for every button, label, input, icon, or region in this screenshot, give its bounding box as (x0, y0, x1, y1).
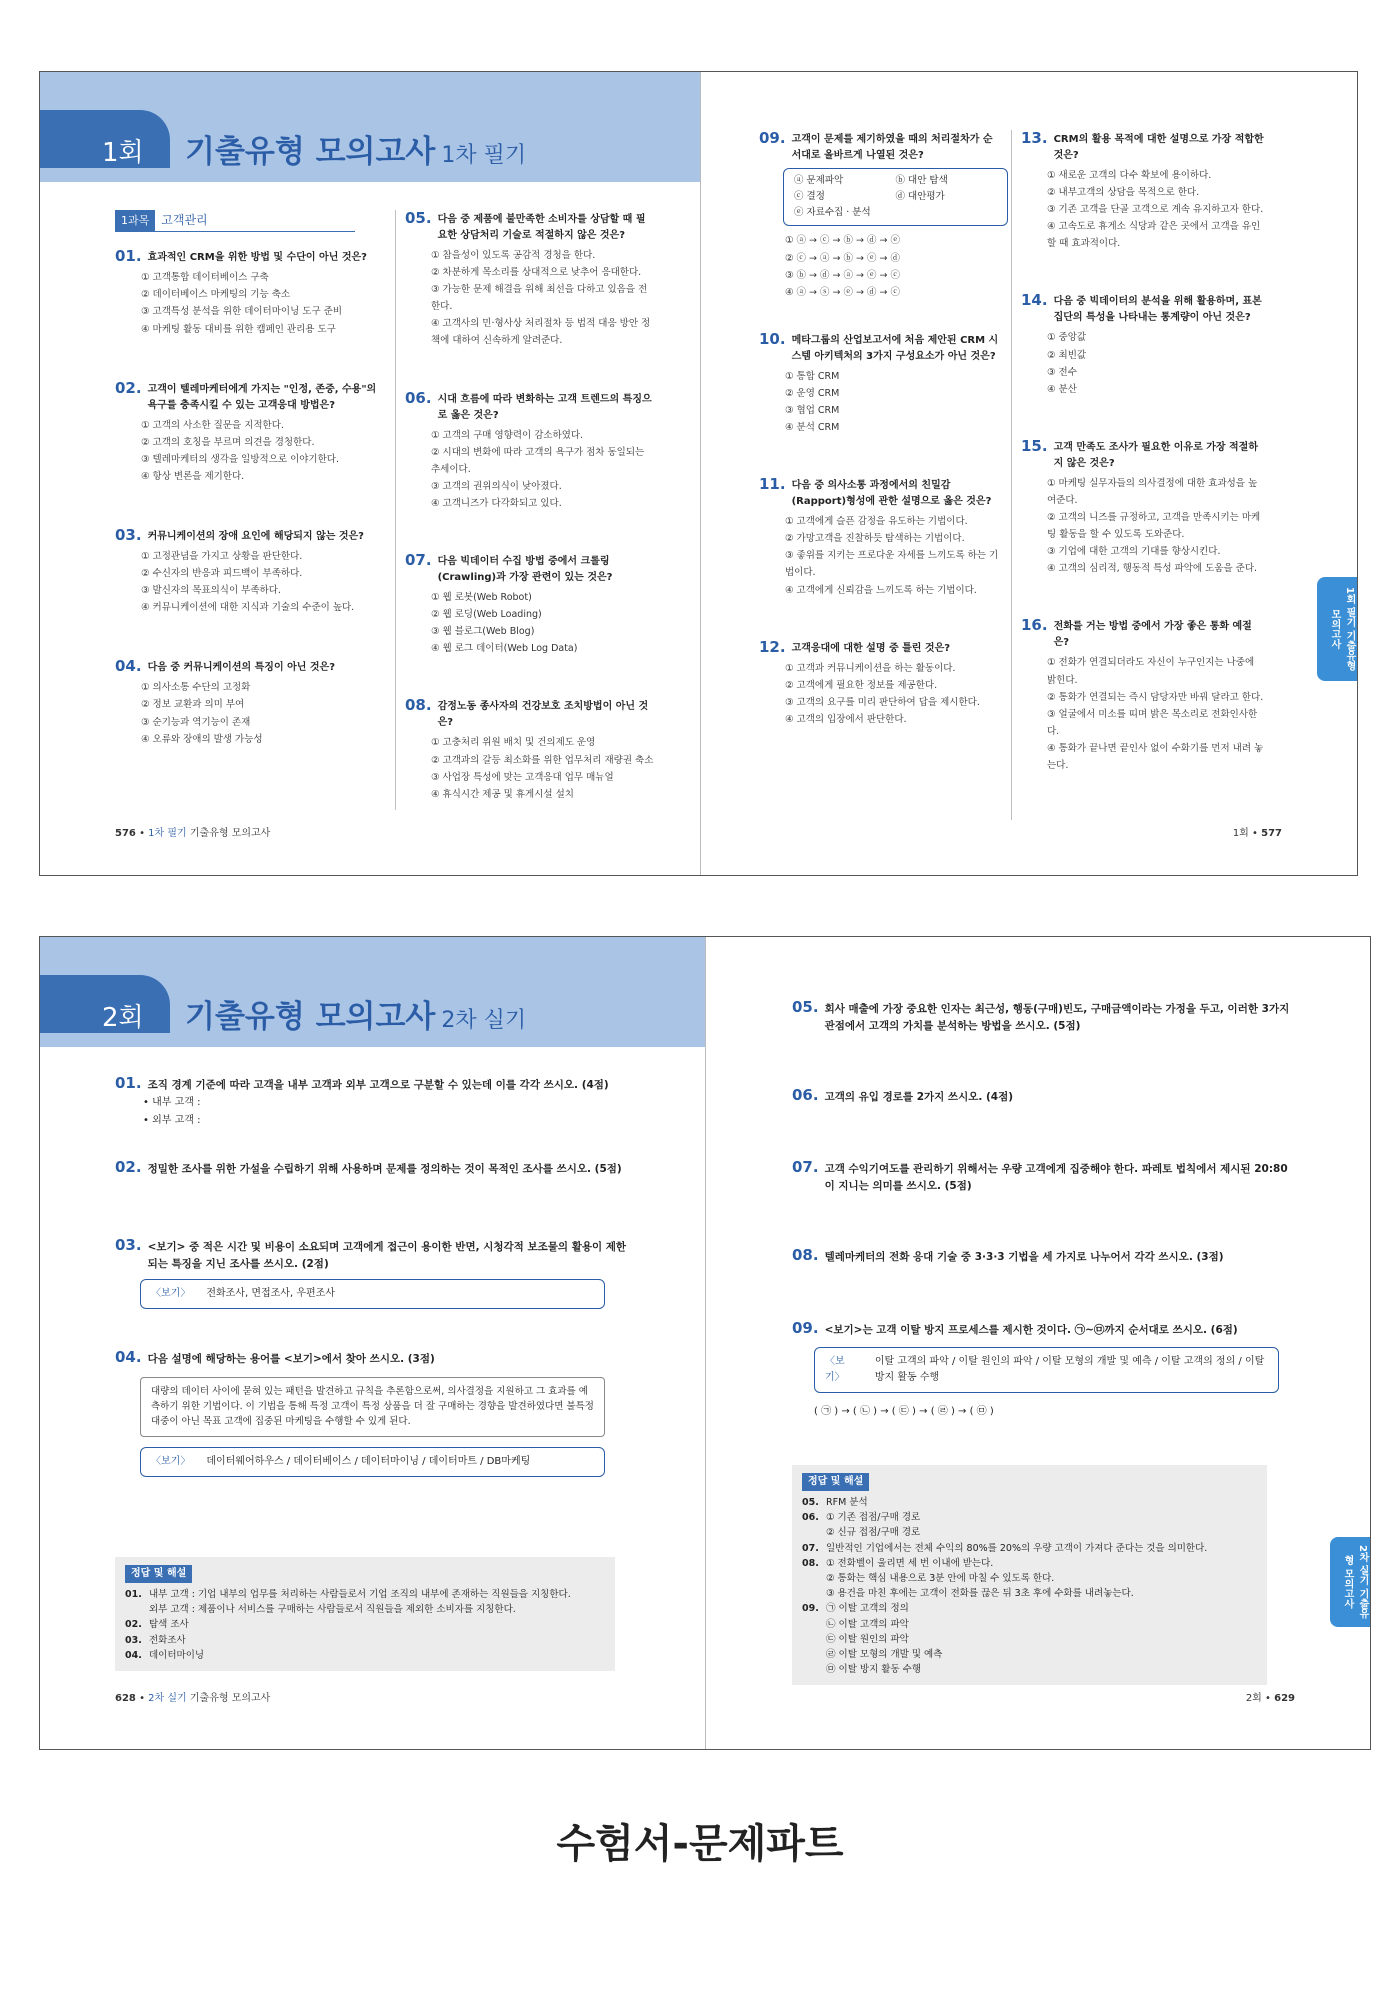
option-item: ③ ⓑ → ⓓ → ⓐ → ⓔ → ⓒ (785, 269, 901, 281)
answer-number: 08. (802, 1557, 819, 1569)
option-item: ③ 협업 CRM (785, 404, 840, 416)
example-content: 데이터웨어하우스 / 데이터베이스 / 데이터마이닝 / 데이터마트 / DB마케팅 (206, 1456, 531, 1467)
question-text: 회사 매출에 가장 중요한 인자는 최근성, 행동(구매)빈도, 구매금액이라는 가정을 두고, 이러한 3가지 관점에서 고객의 가치를 분석하는 방법을 쓰시오. (5점) (824, 1003, 1290, 1032)
answer-number: 04. (125, 1649, 142, 1661)
question-header (115, 380, 385, 414)
answer-text: 전화조사 (149, 1634, 186, 1646)
answer-row (802, 1647, 1257, 1662)
question-01 (115, 248, 385, 337)
example-label: 〈보기〉 (151, 1456, 191, 1467)
option-item: ③ 고객특성 분석을 위한 데이터마이닝 도구 준비 (141, 306, 342, 318)
option-item: ② 가망고객을 진찰하듯 탐색하는 기법이다. (785, 533, 965, 545)
answer-number (802, 1586, 826, 1601)
question-number: 13. (1021, 129, 1048, 147)
question-header (759, 476, 999, 510)
question-header (115, 248, 385, 266)
answer-number: 07. (802, 1542, 819, 1554)
question-01 (115, 1075, 635, 1130)
question-04 (115, 1349, 635, 1368)
answer-text: ③ 용건을 마친 후에는 고객이 전화를 끊은 뒤 3초 후에 수화를 내려놓는다. (826, 1588, 1134, 1600)
option-item: ① 새로운 고객의 다수 확보에 용이하다. (1047, 170, 1212, 181)
question-02 (115, 380, 385, 485)
question-number: 16. (1021, 616, 1048, 635)
question-08 (792, 1247, 1292, 1266)
option-item: ② 차분하게 목소리를 상대적으로 낮추어 응대한다. (431, 267, 642, 279)
footer-dot: • (139, 828, 145, 839)
question-10 (759, 331, 999, 436)
question-header (1021, 292, 1266, 326)
question-text: 정밀한 조사를 위한 가설을 수립하기 위해 사용하며 문제를 정의하는 것이 목적인 조사를 쓰시오. (5점) (147, 1163, 622, 1175)
title-sub: 1차 필기 (441, 143, 527, 168)
question-number: 06. (405, 388, 432, 407)
question-number: 08. (792, 1246, 819, 1264)
footer-page-number: 629 (1274, 1693, 1295, 1704)
question-header (405, 697, 655, 731)
option-item: ① 고객의 구매 영향력이 감소하였다. (431, 429, 584, 441)
example-content: 전화조사, 면접조사, 우편조사 (206, 1288, 335, 1299)
option-item: ③ 텔레마케터의 생각을 일방적으로 이야기한다. (141, 453, 339, 465)
option-item: ④ 고속도로 휴게소 식당과 같은 곳에서 고객을 유인할 때 효과적이다. (1047, 221, 1261, 250)
answer-key (115, 1557, 615, 1671)
question-03 (115, 527, 385, 616)
answer-line-internal: • 내부 고객 : (143, 1096, 201, 1108)
page-576 (40, 72, 700, 875)
answer-text: 내부 고객 : 기업 내부의 업무를 처리하는 사람들로서 기업 조직의 내부에 존재하는 직원들을 지칭한다. (149, 1589, 571, 1600)
question-header (1021, 130, 1266, 164)
question-13 (1021, 130, 1266, 252)
option-item: ④ 커뮤니케이션에 대한 지식과 기술의 수준이 높다. (141, 602, 355, 614)
option-item: ④ 오류와 장애의 발생 가능성 (141, 733, 263, 745)
question-column-1 (115, 210, 385, 790)
box-item: ⓑ 대안 탐색 (895, 175, 948, 186)
answer-text: 탐색 조사 (149, 1619, 189, 1631)
option-item: ③ 발신자의 목표의식이 부족하다. (141, 585, 281, 597)
option-item: ② 내부고객의 상담을 목적으로 한다. (1047, 187, 1200, 199)
example-box-q09 (814, 1347, 1279, 1393)
option-item: ③ 가능한 문제 해결을 위해 최선을 다하고 있음을 전한다. (431, 284, 648, 313)
answer-text: ㉡ 이탈 고객의 파악 (826, 1618, 909, 1630)
question-text: 효과적인 CRM을 위한 방법 및 수단이 아닌 것은? (147, 252, 367, 264)
option-item: ④ 통화가 끝나면 끝인사 없이 수화기를 먼저 내려 놓는다. (1047, 742, 1264, 771)
option-item: ② 데이터베이스 마케팅의 기능 축소 (141, 289, 291, 301)
box-item (896, 205, 998, 221)
page-footer (1246, 1689, 1295, 1704)
option-item: ② 정보 교환과 의미 부여 (141, 699, 245, 711)
answer-row (802, 1586, 1257, 1601)
option-item: ② 고객에게 필요한 정보를 제공한다. (785, 679, 938, 691)
option-list (759, 513, 999, 598)
option-item: ④ 휴식시간 제공 및 휴게시설 설치 (431, 788, 574, 800)
answer-row (125, 1648, 605, 1663)
answer-number (802, 1647, 826, 1662)
answer-text: 일반적인 기업에서는 전체 수익의 80%를 20%의 우량 고객이 가져다 준다는 것을 의미한다. (826, 1542, 1208, 1554)
footer-dot: • (139, 1693, 145, 1704)
option-item: ④ 고객의 심리적, 행동적 특성 파악에 도움을 준다. (1047, 563, 1258, 575)
question-header (405, 552, 655, 586)
answer-row (802, 1495, 1257, 1510)
page-footer (1233, 824, 1282, 839)
question-text: 감정노동 종사자의 건강보호 조치방법이 아닌 것은? (437, 701, 649, 729)
question-05 (405, 210, 655, 350)
answer-row (802, 1601, 1257, 1616)
answer-text: 데이터마이닝 (149, 1649, 205, 1661)
question-09 (759, 130, 999, 301)
question-number: 01. (115, 1074, 142, 1092)
question-header (405, 390, 655, 424)
option-list (115, 269, 385, 337)
option-list (115, 417, 385, 485)
option-item: ① 마케팅 실무자들의 의사결정에 대한 효과성을 높여준다. (1047, 477, 1258, 506)
footer-dot: • (1265, 1693, 1271, 1704)
answer-text: ㉤ 이탈 방지 활동 수행 (826, 1664, 921, 1676)
question-text: CRM의 활용 목적에 대한 설명으로 가장 적합한 것은? (1053, 134, 1264, 161)
footer-label: 기출유형 모의고사 (189, 1693, 271, 1704)
question-number: 08. (405, 696, 432, 715)
answer-row (802, 1662, 1257, 1677)
option-item: ① 통합 CRM (785, 370, 840, 382)
answer-text: ㉢ 이탈 원인의 파악 (826, 1633, 909, 1645)
option-list (405, 734, 655, 802)
question-header (115, 658, 385, 676)
answer-key-header: 정답 및 해설 (802, 1473, 869, 1491)
question-text: 다음 중 빅데이터의 분석을 위해 활용하며, 표본집단의 특성을 나타내는 통계량이 아닌 것은? (1053, 296, 1262, 324)
option-item: ② 웹 로딩(Web Loading) (431, 609, 542, 621)
option-list (405, 589, 655, 657)
option-item: ③ 기존 고객을 단골 고객으로 계속 유지하고자 한다. (1047, 204, 1264, 216)
question-text: 고객이 문제를 제기하였을 때의 처리절차가 순서대로 올바르게 나열된 것은? (791, 134, 993, 161)
question-number: 04. (115, 657, 142, 676)
image-caption: 수험서-문제파트 (556, 1821, 844, 1867)
option-item: ③ 순기능과 역기능이 존재 (141, 716, 251, 728)
footer-label: 2회 (1245, 1693, 1262, 1704)
answer-row (125, 1633, 605, 1648)
page-footer (115, 824, 270, 839)
answer-row (802, 1632, 1257, 1647)
definition-passage: 대량의 데이터 사이에 묻혀 있는 패턴을 발견하고 규칙을 추론함으로써, 의사결정을 지원하고 그 효과를 예측하기 위한 기법이다. 이 기법을 통해 특정 고객이 특정 상품을 더 잘 구매하는 경향을 발견하였다면 불특정 대중이 아닌 목표 고객에 집중된 마케팅을 수행할 수 있게 된다. (140, 1377, 605, 1437)
option-item: ① 참을성이 있도록 공감적 경청을 한다. (431, 250, 596, 261)
option-list (1021, 475, 1266, 578)
option-item: ① 고객통합 데이터베이스 구축 (141, 272, 269, 284)
question-text: 고객 만족도 조사가 필요한 이유로 가장 적절하지 않은 것은? (1053, 441, 1259, 469)
page-title (185, 991, 526, 1036)
question-number: 11. (759, 475, 786, 494)
example-label: 〈보기〉 (151, 1288, 191, 1299)
answer-row (802, 1541, 1257, 1556)
question-07 (792, 1159, 1292, 1195)
answer-text: ① 기존 접점/구매 경로 (826, 1512, 921, 1524)
option-item: ① 고충처리 위원 배치 및 건의제도 운영 (431, 737, 596, 749)
answer-text: ② 통화는 핵심 내용으로 3분 안에 마칠 수 있도록 한다. (826, 1572, 1055, 1584)
answer-number (802, 1571, 826, 1586)
question-column-3 (759, 130, 999, 768)
question-text: 다음 중 제품에 불만족한 소비자를 상담할 때 필요한 상담처리 기술로 적절하지 않은 것은? (437, 214, 646, 241)
title-main: 기출유형 모의고사 (185, 134, 436, 170)
option-item: ④ 고객에게 신뢰감을 느끼도록 하는 기법이다. (785, 584, 977, 596)
answer-number: 06. (802, 1512, 819, 1524)
footer-page-number: 628 (115, 1693, 136, 1704)
option-list (1021, 167, 1266, 252)
question-number: 02. (115, 378, 142, 397)
option-item: ① 의사소통 수단의 고정화 (141, 682, 251, 694)
option-item: ④ 고객니즈가 다각화되고 있다. (431, 497, 562, 509)
chapter-side-tab: 1회 필기 기출유형 모의고사 (1317, 577, 1357, 681)
question-text: 조직 경계 기준에 따라 고객을 내부 고객과 외부 고객으로 구분할 수 있는데 이를 각각 쓰시오. (4점) (147, 1079, 609, 1091)
subject-name: 고객관리 (161, 213, 208, 228)
answer-number (802, 1662, 826, 1677)
answer-text: 외부 고객 : 제품이나 서비스를 구매하는 사람들로서 직원들을 제외한 소비자를 지칭한다. (149, 1604, 516, 1616)
page-footer (115, 1689, 270, 1704)
question-number: 01. (115, 247, 142, 266)
example-box-q04 (140, 1447, 605, 1477)
option-item: ④ 마케팅 활동 대비를 위한 캠페인 관리용 도구 (141, 323, 336, 335)
footer-page-number: 576 (115, 828, 136, 839)
option-list (115, 548, 385, 616)
option-item: ④ 분산 (1047, 383, 1077, 395)
answer-number (802, 1632, 826, 1647)
title-sub: 2차 실기 (441, 1008, 527, 1033)
option-item: ③ 웹 블로그(Web Blog) (431, 626, 535, 638)
option-item: ③ 고객의 요구를 미리 판단하여 답을 제시한다. (785, 696, 980, 708)
question-text: 고객의 유입 경로를 2가지 쓰시오. (4점) (824, 1091, 1014, 1103)
question-number: 04. (115, 1348, 142, 1366)
question-text: 다음 설명에 해당하는 용어를 <보기>에서 찾아 쓰시오. (3점) (147, 1353, 435, 1365)
title-main: 기출유형 모의고사 (185, 999, 436, 1035)
question-number: 10. (759, 329, 786, 348)
question-number: 03. (115, 526, 142, 544)
footer-series: 1차 필기 (148, 828, 187, 839)
question-number: 06. (792, 1086, 819, 1104)
answer-row (802, 1571, 1257, 1586)
question-12 (759, 639, 999, 728)
column-divider (395, 210, 396, 810)
question-09 (792, 1320, 1292, 1339)
question-number: 15. (1021, 436, 1048, 455)
column-divider (1011, 130, 1012, 820)
page-577 (699, 72, 1357, 875)
question-text: 다음 빅데이터 수집 방법 중에서 크롤링(Crawling)과 가장 관련이 있는 것은? (437, 556, 613, 584)
option-list (1021, 654, 1266, 774)
subject-badge: 1과목 (115, 210, 155, 231)
question-text: 다음 중 커뮤니케이션의 특징이 아닌 것은? (147, 662, 336, 674)
question-header (115, 527, 385, 545)
option-item: ④ 고객의 입장에서 판단한다. (785, 713, 907, 725)
choices-box (783, 168, 1008, 226)
box-item: ⓐ 문제파악 (794, 175, 844, 186)
question-column-2 (405, 210, 655, 843)
option-item: ③ 고객의 권위의식이 낮아졌다. (431, 480, 562, 492)
option-list (1021, 329, 1266, 397)
option-item: ② 고객과의 갈등 최소화를 위한 업무처리 재량권 축소 (431, 754, 654, 766)
option-item: ④ 고객사의 민·형사상 처리절차 등 법적 대응 방안 정책에 대하여 신속하게 알려준다. (431, 318, 651, 347)
option-item: ① 고객과 커뮤니케이션을 하는 활동이다. (785, 662, 956, 674)
example-label: 〈보기〉 (825, 1356, 845, 1383)
question-number: 07. (405, 551, 432, 570)
option-item: ② 통화가 연결되는 즉시 담당자만 바꿔 달라고 한다. (1047, 691, 1264, 703)
question-number: 05. (405, 209, 432, 227)
page-629 (704, 937, 1370, 1749)
box-item: ⓓ 대안평가 (895, 191, 945, 203)
footer-label: 기출유형 모의고사 (189, 828, 271, 839)
question-number: 09. (792, 1319, 819, 1337)
option-item: ④ 웹 로그 데이터(Web Log Data) (431, 643, 578, 655)
question-07 (405, 552, 655, 657)
question-number: 09. (759, 129, 786, 147)
option-item: ② 최빈값 (1047, 349, 1087, 361)
answer-number: 05. (802, 1497, 819, 1508)
option-item: ④ ⓐ → ⓢ → ⓔ → ⓓ → ⓒ (785, 286, 901, 298)
exam-spread-2 (39, 936, 1371, 1750)
question-04 (115, 658, 385, 747)
question-number: 03. (115, 1236, 142, 1254)
question-column-4 (1021, 130, 1266, 814)
question-number: 05. (792, 998, 819, 1016)
question-header (1021, 617, 1266, 651)
blank-sequence: ( ㉠ ) → ( ㉡ ) → ( ㉢ ) → ( ㉣ ) → ( ㉤ ) (814, 1406, 994, 1417)
question-text: <보기> 중 적은 시간 및 비용이 소요되며 고객에게 접근이 용이한 반면, 시청각적 보조물의 활용이 제한되는 특징을 지닌 조사를 쓰시오. (2점) (147, 1241, 627, 1270)
exam-spread-1 (39, 71, 1358, 876)
subject-heading (115, 210, 355, 232)
option-item: ① 웹 로봇(Web Robot) (431, 592, 532, 604)
question-text: 전화를 거는 방법 중에서 가장 좋은 통화 예절은? (1053, 621, 1252, 649)
option-item: ② 고객의 호칭을 부르며 의견을 경청한다. (141, 436, 315, 448)
question-header (759, 331, 999, 365)
question-06 (792, 1087, 1292, 1106)
question-number: 07. (792, 1158, 819, 1176)
footer-dot: • (1252, 828, 1258, 839)
question-14 (1021, 292, 1266, 397)
option-item: ① 고객의 사소한 질문을 지적한다. (141, 419, 284, 431)
example-content: 이탈 고객의 파악 / 이탈 원인의 파악 / 이탈 모형의 개발 및 예측 / 이탈 고객의 정의 / 이탈 방지 활동 수행 (874, 1356, 1265, 1383)
answer-number: 03. (125, 1634, 142, 1646)
answer-number: 02. (125, 1619, 142, 1631)
option-item: ① 고정관념을 가지고 상황을 판단한다. (141, 551, 303, 562)
answer-row (125, 1602, 605, 1617)
option-item: ① 중앙값 (1047, 332, 1087, 344)
question-header (1021, 438, 1266, 472)
question-text: 텔레마케터의 전화 응대 기술 중 3·3·3 기법을 세 가지로 나누어서 각각 쓰시오. (3점) (824, 1251, 1224, 1263)
answer-text: ② 신규 접점/구매 경로 (826, 1527, 921, 1539)
option-item: ① 고객에게 슬픈 감정을 유도하는 기법이다. (785, 516, 968, 528)
answer-key (792, 1465, 1267, 1685)
question-08 (405, 697, 655, 802)
question-number: 12. (759, 637, 786, 656)
question-header (405, 210, 655, 244)
option-item: ② 수신자의 반응과 피드백이 부족하다. (141, 568, 303, 580)
option-item: ① ⓐ → ⓒ → ⓑ → ⓓ → ⓔ (785, 235, 901, 247)
question-text: 고객이 텔레마케터에게 가지는 "인정, 존중, 수용"의 욕구를 충족시킬 수 있는 고객응대 방법은? (147, 383, 377, 411)
answer-number (125, 1602, 149, 1617)
option-item: ② ⓒ → ⓐ → ⓑ → ⓔ → ⓓ (785, 252, 901, 264)
answer-text: ① 전화벨이 울리면 세 번 이내에 받는다. (826, 1557, 994, 1569)
option-list (115, 679, 385, 747)
option-item: ③ 전수 (1047, 366, 1077, 378)
example-box-q03 (140, 1279, 605, 1309)
answer-row (125, 1587, 605, 1602)
option-item: ③ 좋위를 지키는 프로다운 자세를 느끼도록 하는 기법이다. (785, 550, 999, 579)
answer-row (125, 1617, 605, 1632)
question-06 (405, 390, 655, 512)
question-03 (115, 1237, 635, 1273)
question-16 (1021, 617, 1266, 774)
question-15 (1021, 438, 1266, 578)
footer-series: 2차 실기 (148, 1693, 187, 1704)
option-item: ④ 항상 변론을 제기한다. (141, 470, 245, 482)
answer-number (802, 1525, 826, 1540)
page-title (185, 126, 526, 171)
question-text: <보기>는 고객 이탈 방지 프로세스를 제시한 것이다. ㉠~㉤까지 순서대로 쓰시오. (6점) (824, 1324, 1238, 1336)
option-item: ③ 기업에 대한 고객의 기대를 향상시킨다. (1047, 546, 1221, 558)
footer-label: 1회 (1232, 828, 1249, 839)
answer-line-external: • 외부 고객 : (143, 1114, 201, 1126)
answer-number: 01. (125, 1589, 142, 1600)
box-item: ⓔ 자료수집 · 분석 (794, 207, 871, 219)
page-628 (40, 937, 705, 1749)
question-text: 다음 중 의사소통 과정에서의 친밀감(Rapport)형성에 관한 설명으로 옳은 것은? (791, 480, 992, 508)
question-02 (115, 1159, 635, 1178)
answer-row (802, 1556, 1257, 1571)
answer-number: 09. (802, 1603, 819, 1615)
option-item: ③ 얼굴에서 미소를 띠며 밝은 목소리로 전화인사한다. (1047, 708, 1258, 737)
answer-text: ㉠ 이탈 고객의 정의 (826, 1603, 909, 1615)
question-text: 커뮤니케이션의 장애 요인에 해당되지 않는 것은? (147, 531, 364, 542)
option-item: ① 전화가 연결되더라도 자신이 누구인지는 나중에 밝힌다. (1047, 657, 1255, 686)
answer-text: ㉣ 이탈 모형의 개발 및 예측 (826, 1648, 943, 1660)
option-item: ③ 사업장 특성에 맞는 고객응대 업무 매뉴얼 (431, 771, 614, 783)
answer-text: RFM 분석 (826, 1497, 868, 1508)
chapter-side-tab: 2차 실기 기출유형 모의고사 (1330, 1537, 1370, 1627)
question-text: 고객 수익기여도를 관리하기 위해서는 우량 고객에게 집중해야 한다. 파레토 법칙에서 제시된 20:80이 지니는 의미를 쓰시오. (5점) (824, 1163, 1288, 1192)
question-11 (759, 476, 999, 598)
option-list (405, 427, 655, 512)
option-item: ② 시대의 변화에 따라 고객의 욕구가 점차 동일되는 추세이다. (431, 446, 645, 475)
question-text: 고객응대에 대한 설명 중 틀린 것은? (791, 642, 951, 654)
option-list (759, 368, 999, 436)
option-list (759, 660, 999, 728)
question-number: 14. (1021, 291, 1048, 310)
option-list (405, 247, 655, 350)
round-number: 1회 (102, 138, 144, 168)
answer-row (802, 1525, 1257, 1540)
option-item: ② 운영 CRM (785, 387, 840, 399)
round-number: 2회 (102, 1003, 144, 1033)
question-header (759, 639, 999, 657)
question-text: 메타그룹의 산업보고서에 처음 제안된 CRM 시스템 아키텍처의 3가지 구성요소가 아닌 것은? (791, 334, 999, 362)
option-item: ④ 분석 CRM (785, 422, 840, 434)
answer-row (802, 1510, 1257, 1525)
box-item: ⓒ 결정 (794, 191, 825, 203)
answer-row (802, 1617, 1257, 1632)
question-05 (792, 999, 1292, 1035)
answer-number (802, 1617, 826, 1632)
question-number: 02. (115, 1158, 142, 1176)
option-item: ② 고객의 니즈를 규정하고, 고객을 만족시키는 마케팅 활동을 할 수 있도록 도와준다. (1047, 512, 1261, 541)
footer-page-number: 577 (1261, 828, 1282, 839)
answer-key-header: 정답 및 해설 (125, 1565, 192, 1583)
question-text: 시대 흐름에 따라 변화하는 고객 트렌드의 특징으로 옳은 것은? (437, 393, 652, 421)
